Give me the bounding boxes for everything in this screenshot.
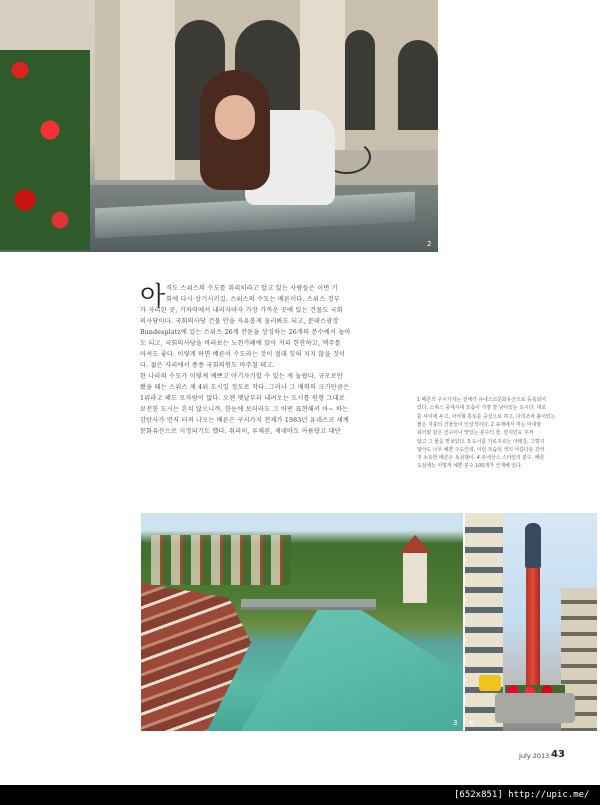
body-line: 가 자리한 곳, 기차역에서 내리자마자 가장 가까운 곳에 있는 건물도 국회 — [140, 307, 343, 314]
issue-date: July 2013 — [519, 752, 550, 760]
body-line: Bundesplatz에 있는 스위스 26개 칸톤을 상징하는 26개의 분수에서 놀아 — [140, 329, 351, 336]
woman — [190, 70, 340, 210]
watermark: [652x851] http://upic.me/ — [454, 790, 590, 800]
tower-roof — [399, 535, 431, 553]
old-town-roofs — [141, 583, 251, 731]
fountain-column — [526, 568, 540, 693]
red-flowers — [0, 50, 90, 250]
caption-line: 않고 그 물을 맛보았다. 3 도시를 가로지르는 아레강. 그렇지 — [417, 438, 545, 445]
caption-line: 1 베른의 구시가지는 전체가 유네스코문화유산으로 등록되어 — [417, 397, 546, 403]
photo-number: 3 — [453, 719, 458, 727]
hillside-houses — [151, 535, 291, 585]
top-photo-woman-at-fountain — [0, 0, 438, 252]
caption-line: 있다. 스위스 중세시대 모습이 가장 잘 남아있는 도시다. 대로 — [417, 405, 546, 412]
body-line: 의사당이다. 국회의사당 건물 안을 자유롭게 둘러봐도 되고, 분데스광장 — [140, 318, 339, 325]
caption-line: 붉은 지붕의 건물들이 인상적이다. 2 유래에서 마는 이네랄 — [417, 421, 542, 428]
body-line: 감탄사가 먼저 터져 나오는 베른은 구시가지 전체가 1983년 유네스코 세계 — [140, 417, 350, 424]
body-line: 봤을 때는 스위스 제 4위 도시일 정도로 작다. 그러나 그 매력의 크기만큼은 — [140, 384, 350, 391]
caption-line: 를 사이에 두고, 아치형 통로를 중심으로 하고, 다리조차 붙어있는 — [417, 413, 556, 420]
caption-line: 워터와 같은 건수이나 맛있는 분수의 물. 한지민도 주저 — [417, 430, 534, 437]
bottom-photo-aare-river — [141, 513, 463, 731]
drop-cap: 아 — [140, 282, 166, 312]
body-line: 마셔도 좋다. 이렇게 하면 베른이 수도라는 것이 절대 잊혀 지지 않을 것이 — [140, 351, 346, 358]
pillar — [120, 0, 175, 180]
body-line: 한 나라의 수도가 이렇게 예쁘고 아기자기할 수 있는 게 놀랍다. 규모로만 — [140, 373, 343, 380]
tower — [403, 548, 427, 603]
right-photo-renaissance-fountain — [465, 513, 597, 731]
caption-line: 않아도 너무 예쁜 수도인데, 이런 모습된 색의 아름다운 강까 — [417, 446, 545, 453]
photo-number: 2 — [427, 240, 432, 248]
caption-line: 지 소유한 베른은 욕심쟁이. 4 르네상스 스타일의 분수. 베른 — [417, 455, 545, 462]
body-line: 도 되고, 국회의사당을 바라보는 노천카페에 앉아 커피 한잔하고, 맥주를 — [140, 340, 341, 347]
yellow-car — [479, 675, 501, 691]
arch — [345, 30, 375, 130]
arch — [398, 40, 438, 130]
woman-face — [215, 95, 255, 140]
page-number: 43 — [551, 749, 565, 760]
body-line: 보전한 도시는 흔치 않으니까. 한눈에 보더라도 그 어떤 표현해서 아~ 하는 — [140, 406, 349, 413]
fountain-basin — [495, 693, 575, 723]
bridge — [241, 599, 376, 610]
caption-line: 도심에는 이렇게 예쁜 분수 100개가 산재해 있다. — [417, 463, 523, 470]
body-line: 직도 스위스의 수도를 취리히라고 알고 있는 사람들은 이번 기 — [166, 285, 338, 292]
body-line: 다. 젊은 자리에서 종종 국회의원도 마주칠 테고. — [140, 362, 275, 369]
fountain-statue — [525, 523, 541, 568]
body-line: 1위라고 해도 모자람이 없다. 오랜 옛날부터 내려오는 도시를 원형 그대로 — [140, 395, 345, 402]
photo-number: 4 — [469, 719, 474, 727]
body-line: 문화유산으로 지정되기도 했다. 취리히, 루체른, 제네바도 아름답고 대단 — [140, 428, 341, 435]
body-line: 회에 다시 상기시키길. 스위스의 수도는 베른이다. 스위스 정부 — [166, 296, 340, 303]
